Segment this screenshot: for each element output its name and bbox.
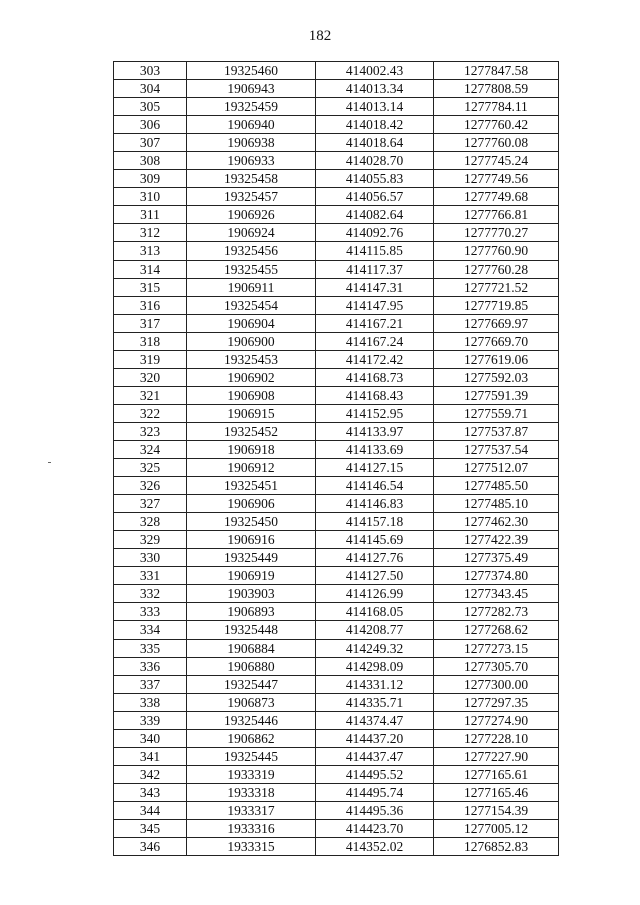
point-number-cell: 312 <box>114 224 187 242</box>
y-coordinate-cell: 1277669.97 <box>434 314 559 332</box>
point-id-cell: 1906893 <box>187 603 316 621</box>
y-coordinate-cell: 1277592.03 <box>434 368 559 386</box>
table-row <box>114 603 559 621</box>
point-number-cell: 314 <box>114 260 187 278</box>
point-number-cell: 326 <box>114 477 187 495</box>
coordinates-table <box>113 61 559 856</box>
point-number-cell: 320 <box>114 368 187 386</box>
point-number-cell: 327 <box>114 495 187 513</box>
table-row <box>114 838 559 856</box>
point-number-cell: 330 <box>114 549 187 567</box>
y-coordinate-cell: 1277591.39 <box>434 386 559 404</box>
point-id-cell: 1906908 <box>187 386 316 404</box>
table-row <box>114 260 559 278</box>
y-coordinate-cell: 1277745.24 <box>434 152 559 170</box>
point-id-cell: 1906940 <box>187 116 316 134</box>
y-coordinate-cell: 1277005.12 <box>434 819 559 837</box>
point-number-cell: 346 <box>114 838 187 856</box>
table-row <box>114 404 559 422</box>
point-id-cell: 1903903 <box>187 585 316 603</box>
y-coordinate-cell: 1277766.81 <box>434 206 559 224</box>
point-number-cell: 342 <box>114 765 187 783</box>
x-coordinate-cell: 414495.36 <box>316 801 434 819</box>
table-row <box>114 675 559 693</box>
x-coordinate-cell: 414127.76 <box>316 549 434 567</box>
x-coordinate-cell: 414013.14 <box>316 98 434 116</box>
x-coordinate-cell: 414249.32 <box>316 639 434 657</box>
point-id-cell: 19325452 <box>187 422 316 440</box>
point-id-cell: 1906904 <box>187 314 316 332</box>
point-id-cell: 1906924 <box>187 224 316 242</box>
point-id-cell: 19325455 <box>187 260 316 278</box>
x-coordinate-cell: 414018.42 <box>316 116 434 134</box>
table-row <box>114 801 559 819</box>
point-number-cell: 325 <box>114 459 187 477</box>
table-row <box>114 188 559 206</box>
x-coordinate-cell: 414117.37 <box>316 260 434 278</box>
x-coordinate-cell: 414331.12 <box>316 675 434 693</box>
y-coordinate-cell: 1277760.08 <box>434 134 559 152</box>
x-coordinate-cell: 414055.83 <box>316 170 434 188</box>
y-coordinate-cell: 1277485.10 <box>434 495 559 513</box>
point-id-cell: 1906916 <box>187 531 316 549</box>
table-row <box>114 549 559 567</box>
point-id-cell: 1906915 <box>187 404 316 422</box>
table-row <box>114 278 559 296</box>
table-row <box>114 531 559 549</box>
point-number-cell: 329 <box>114 531 187 549</box>
table-row <box>114 368 559 386</box>
table-row <box>114 332 559 350</box>
x-coordinate-cell: 414002.43 <box>316 62 434 80</box>
x-coordinate-cell: 414147.95 <box>316 296 434 314</box>
point-number-cell: 316 <box>114 296 187 314</box>
point-number-cell: 303 <box>114 62 187 80</box>
y-coordinate-cell: 1277749.68 <box>434 188 559 206</box>
point-id-cell: 19325458 <box>187 170 316 188</box>
point-id-cell: 19325457 <box>187 188 316 206</box>
point-id-cell: 1906902 <box>187 368 316 386</box>
table-row <box>114 495 559 513</box>
point-number-cell: 328 <box>114 513 187 531</box>
x-coordinate-cell: 414352.02 <box>316 838 434 856</box>
y-coordinate-cell: 1277375.49 <box>434 549 559 567</box>
x-coordinate-cell: 414335.71 <box>316 693 434 711</box>
y-coordinate-cell: 1277282.73 <box>434 603 559 621</box>
table-row <box>114 98 559 116</box>
point-number-cell: 343 <box>114 783 187 801</box>
table-row <box>114 206 559 224</box>
table-row <box>114 170 559 188</box>
y-coordinate-cell: 1277559.71 <box>434 404 559 422</box>
table-row <box>114 242 559 260</box>
table-row <box>114 477 559 495</box>
point-id-cell: 1906880 <box>187 657 316 675</box>
point-number-cell: 313 <box>114 242 187 260</box>
point-id-cell: 19325450 <box>187 513 316 531</box>
point-id-cell: 1906938 <box>187 134 316 152</box>
y-coordinate-cell: 1277227.90 <box>434 747 559 765</box>
point-number-cell: 335 <box>114 639 187 657</box>
x-coordinate-cell: 414126.99 <box>316 585 434 603</box>
point-number-cell: 332 <box>114 585 187 603</box>
x-coordinate-cell: 414437.47 <box>316 747 434 765</box>
point-number-cell: 345 <box>114 819 187 837</box>
point-id-cell: 19325453 <box>187 350 316 368</box>
x-coordinate-cell: 414168.05 <box>316 603 434 621</box>
table-row <box>114 152 559 170</box>
point-id-cell: 19325459 <box>187 98 316 116</box>
point-number-cell: 333 <box>114 603 187 621</box>
point-id-cell: 1933319 <box>187 765 316 783</box>
y-coordinate-cell: 1277760.28 <box>434 260 559 278</box>
point-number-cell: 308 <box>114 152 187 170</box>
point-id-cell: 19325447 <box>187 675 316 693</box>
y-coordinate-cell: 1277784.11 <box>434 98 559 116</box>
x-coordinate-cell: 414208.77 <box>316 621 434 639</box>
y-coordinate-cell: 1277343.45 <box>434 585 559 603</box>
table-row <box>114 693 559 711</box>
point-id-cell: 19325449 <box>187 549 316 567</box>
point-id-cell: 19325456 <box>187 242 316 260</box>
y-coordinate-cell: 1277154.39 <box>434 801 559 819</box>
table-row <box>114 729 559 747</box>
x-coordinate-cell: 414092.76 <box>316 224 434 242</box>
y-coordinate-cell: 1276852.83 <box>434 838 559 856</box>
point-number-cell: 304 <box>114 80 187 98</box>
point-id-cell: 1933315 <box>187 838 316 856</box>
y-coordinate-cell: 1277485.50 <box>434 477 559 495</box>
x-coordinate-cell: 414115.85 <box>316 242 434 260</box>
point-number-cell: 323 <box>114 422 187 440</box>
point-number-cell: 309 <box>114 170 187 188</box>
point-id-cell: 1906933 <box>187 152 316 170</box>
point-number-cell: 336 <box>114 657 187 675</box>
x-coordinate-cell: 414145.69 <box>316 531 434 549</box>
y-coordinate-cell: 1277374.80 <box>434 567 559 585</box>
point-id-cell: 1906873 <box>187 693 316 711</box>
point-number-cell: 318 <box>114 332 187 350</box>
x-coordinate-cell: 414298.09 <box>316 657 434 675</box>
y-coordinate-cell: 1277273.15 <box>434 639 559 657</box>
y-coordinate-cell: 1277297.35 <box>434 693 559 711</box>
point-id-cell: 1906943 <box>187 80 316 98</box>
y-coordinate-cell: 1277669.70 <box>434 332 559 350</box>
table-row <box>114 80 559 98</box>
y-coordinate-cell: 1277305.70 <box>434 657 559 675</box>
point-number-cell: 334 <box>114 621 187 639</box>
y-coordinate-cell: 1277268.62 <box>434 621 559 639</box>
point-number-cell: 319 <box>114 350 187 368</box>
table-row <box>114 350 559 368</box>
y-coordinate-cell: 1277721.52 <box>434 278 559 296</box>
table-row <box>114 459 559 477</box>
table-row <box>114 783 559 801</box>
y-coordinate-cell: 1277300.00 <box>434 675 559 693</box>
point-id-cell: 1933316 <box>187 819 316 837</box>
table-row <box>114 567 559 585</box>
x-coordinate-cell: 414374.47 <box>316 711 434 729</box>
point-number-cell: 331 <box>114 567 187 585</box>
point-id-cell: 19325446 <box>187 711 316 729</box>
x-coordinate-cell: 414168.73 <box>316 368 434 386</box>
point-number-cell: 317 <box>114 314 187 332</box>
y-coordinate-cell: 1277619.06 <box>434 350 559 368</box>
x-coordinate-cell: 414157.18 <box>316 513 434 531</box>
coordinates-table-body <box>114 62 559 856</box>
x-coordinate-cell: 414133.69 <box>316 440 434 458</box>
point-number-cell: 324 <box>114 440 187 458</box>
x-coordinate-cell: 414127.50 <box>316 567 434 585</box>
table-row <box>114 513 559 531</box>
point-number-cell: 311 <box>114 206 187 224</box>
y-coordinate-cell: 1277422.39 <box>434 531 559 549</box>
table-row <box>114 296 559 314</box>
point-number-cell: 337 <box>114 675 187 693</box>
point-id-cell: 1906900 <box>187 332 316 350</box>
y-coordinate-cell: 1277760.42 <box>434 116 559 134</box>
page-number: 182 <box>308 28 332 44</box>
x-coordinate-cell: 414146.54 <box>316 477 434 495</box>
point-id-cell: 19325454 <box>187 296 316 314</box>
point-number-cell: 344 <box>114 801 187 819</box>
point-number-cell: 305 <box>114 98 187 116</box>
table-row <box>114 621 559 639</box>
x-coordinate-cell: 414127.15 <box>316 459 434 477</box>
point-id-cell: 19325445 <box>187 747 316 765</box>
table-row <box>114 711 559 729</box>
point-number-cell: 306 <box>114 116 187 134</box>
y-coordinate-cell: 1277537.87 <box>434 422 559 440</box>
table-row <box>114 747 559 765</box>
table-row <box>114 639 559 657</box>
y-coordinate-cell: 1277719.85 <box>434 296 559 314</box>
point-id-cell: 1906884 <box>187 639 316 657</box>
point-id-cell: 19325460 <box>187 62 316 80</box>
table-row <box>114 440 559 458</box>
point-number-cell: 339 <box>114 711 187 729</box>
point-number-cell: 310 <box>114 188 187 206</box>
x-coordinate-cell: 414168.43 <box>316 386 434 404</box>
point-id-cell: 1906926 <box>187 206 316 224</box>
point-number-cell: 322 <box>114 404 187 422</box>
x-coordinate-cell: 414147.31 <box>316 278 434 296</box>
x-coordinate-cell: 414495.74 <box>316 783 434 801</box>
point-number-cell: 307 <box>114 134 187 152</box>
point-id-cell: 1906862 <box>187 729 316 747</box>
x-coordinate-cell: 414495.52 <box>316 765 434 783</box>
y-coordinate-cell: 1277462.30 <box>434 513 559 531</box>
point-number-cell: 321 <box>114 386 187 404</box>
point-id-cell: 19325448 <box>187 621 316 639</box>
y-coordinate-cell: 1277760.90 <box>434 242 559 260</box>
table-row <box>114 386 559 404</box>
table-row <box>114 314 559 332</box>
table-row <box>114 422 559 440</box>
x-coordinate-cell: 414146.83 <box>316 495 434 513</box>
point-id-cell: 19325451 <box>187 477 316 495</box>
x-coordinate-cell: 414152.95 <box>316 404 434 422</box>
x-coordinate-cell: 414133.97 <box>316 422 434 440</box>
x-coordinate-cell: 414167.21 <box>316 314 434 332</box>
y-coordinate-cell: 1277165.61 <box>434 765 559 783</box>
table-row <box>114 62 559 80</box>
point-id-cell: 1933318 <box>187 783 316 801</box>
point-id-cell: 1906906 <box>187 495 316 513</box>
x-coordinate-cell: 414172.42 <box>316 350 434 368</box>
point-number-cell: 315 <box>114 278 187 296</box>
table-row <box>114 765 559 783</box>
y-coordinate-cell: 1277808.59 <box>434 80 559 98</box>
table-row <box>114 116 559 134</box>
table-row <box>114 819 559 837</box>
point-number-cell: 340 <box>114 729 187 747</box>
x-coordinate-cell: 414028.70 <box>316 152 434 170</box>
y-coordinate-cell: 1277537.54 <box>434 440 559 458</box>
x-coordinate-cell: 414423.70 <box>316 819 434 837</box>
x-coordinate-cell: 414013.34 <box>316 80 434 98</box>
table-row <box>114 657 559 675</box>
y-coordinate-cell: 1277749.56 <box>434 170 559 188</box>
table-row <box>114 585 559 603</box>
y-coordinate-cell: 1277274.90 <box>434 711 559 729</box>
x-coordinate-cell: 414437.20 <box>316 729 434 747</box>
y-coordinate-cell: 1277165.46 <box>434 783 559 801</box>
point-number-cell: 338 <box>114 693 187 711</box>
x-coordinate-cell: 414056.57 <box>316 188 434 206</box>
x-coordinate-cell: 414167.24 <box>316 332 434 350</box>
x-coordinate-cell: 414082.64 <box>316 206 434 224</box>
y-coordinate-cell: 1277228.10 <box>434 729 559 747</box>
point-id-cell: 1933317 <box>187 801 316 819</box>
point-id-cell: 1906911 <box>187 278 316 296</box>
y-coordinate-cell: 1277512.07 <box>434 459 559 477</box>
point-id-cell: 1906919 <box>187 567 316 585</box>
point-id-cell: 1906918 <box>187 440 316 458</box>
x-coordinate-cell: 414018.64 <box>316 134 434 152</box>
margin-mark <box>48 462 51 463</box>
table-row <box>114 134 559 152</box>
table-row <box>114 224 559 242</box>
y-coordinate-cell: 1277770.27 <box>434 224 559 242</box>
point-id-cell: 1906912 <box>187 459 316 477</box>
y-coordinate-cell: 1277847.58 <box>434 62 559 80</box>
point-number-cell: 341 <box>114 747 187 765</box>
